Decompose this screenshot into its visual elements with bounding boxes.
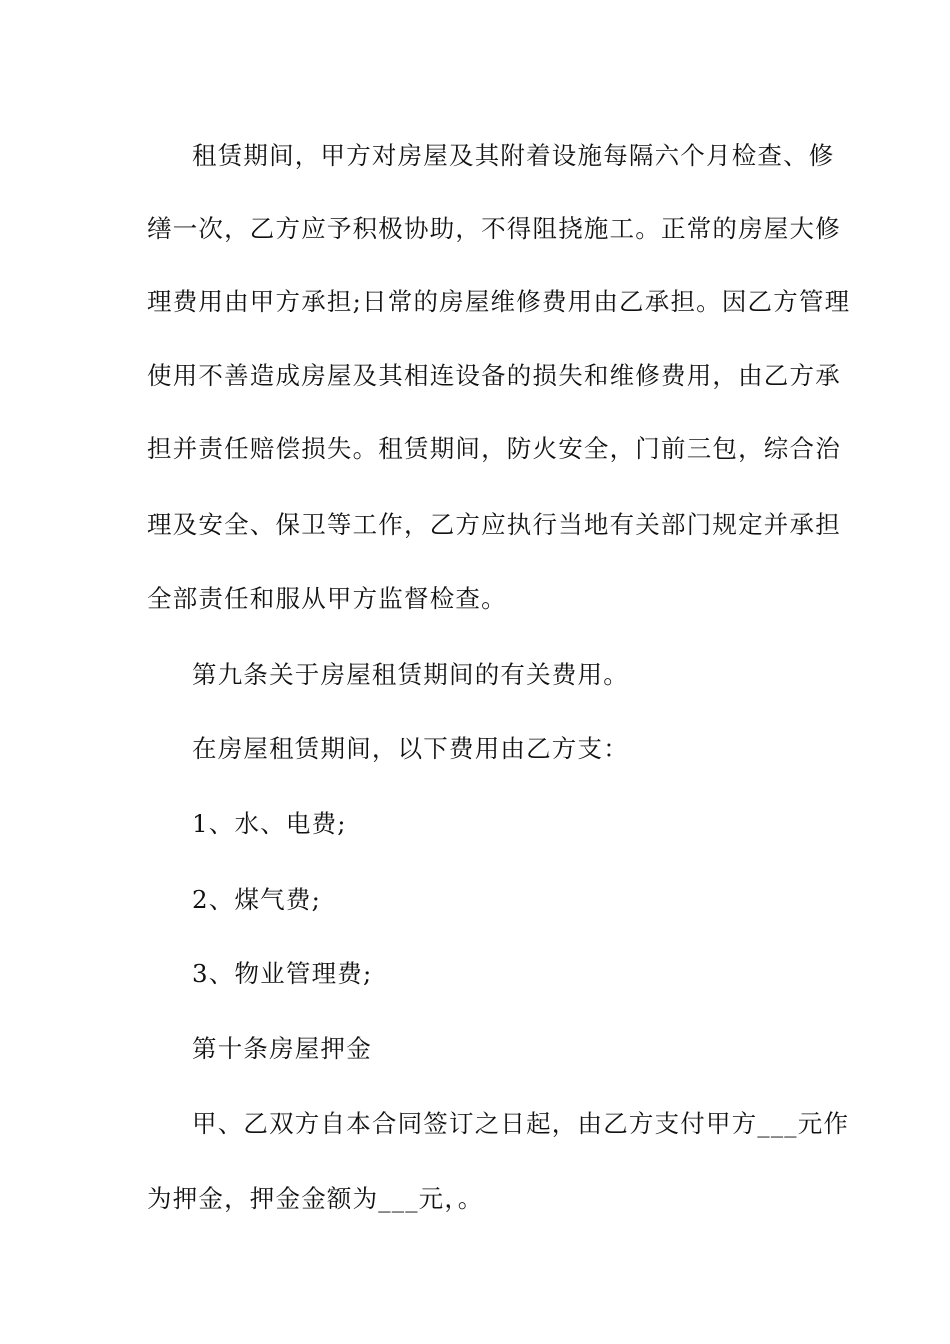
text-line-14: 甲、乙双方自本合同签订之日起，由乙方支付甲方___元作 <box>192 1109 850 1138</box>
list-item-3: 3、物业管理费; <box>192 959 373 988</box>
list-item-2: 2、煤气费; <box>192 885 322 914</box>
text-line-7: 全部责任和服从甲方监督检查。 <box>147 584 507 613</box>
text-line-3: 理费用由甲方承担;日常的房屋维修费用由乙承担。因乙方管理 <box>147 287 851 316</box>
section-heading-10: 第十条房屋押金 <box>192 1034 372 1063</box>
section-heading-9: 第九条关于房屋租赁期间的有关费用。 <box>192 660 629 689</box>
text-line-2: 缮一次，乙方应予积极协助，不得阻挠施工。正常的房屋大修 <box>147 214 841 243</box>
list-item-1: 1、水、电费; <box>192 809 347 838</box>
text-line-6: 理及安全、保卫等工作，乙方应执行当地有关部门规定并承担 <box>147 510 841 539</box>
text-line-1: 租赁期间，甲方对房屋及其附着设施每隔六个月检查、修 <box>192 141 835 170</box>
text-line-4: 使用不善造成房屋及其相连设备的损失和维修费用，由乙方承 <box>147 361 841 390</box>
text-line-9: 在房屋租赁期间，以下费用由乙方支： <box>192 734 629 763</box>
text-line-15: 为押金，押金金额为___元，。 <box>147 1184 484 1213</box>
text-line-5: 担并责任赔偿损失。租赁期间，防火安全，门前三包，综合治 <box>147 434 841 463</box>
